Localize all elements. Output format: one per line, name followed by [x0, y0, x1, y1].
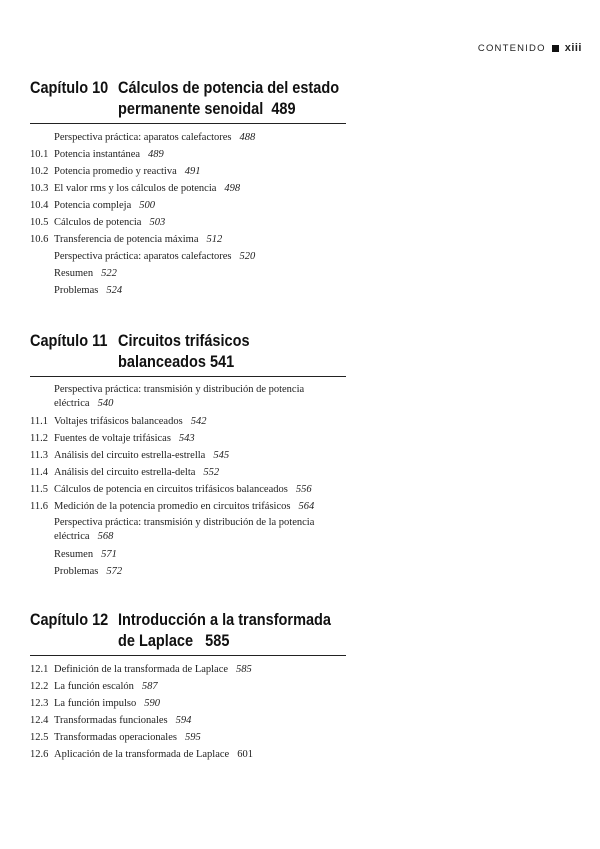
entry-text	[54, 464, 346, 481]
toc-entries	[30, 382, 346, 580]
entry-page: 594	[175, 715, 192, 726]
chapter-12	[30, 610, 346, 763]
entry-text	[54, 661, 346, 678]
toc-subentry	[30, 382, 346, 413]
chapter-heading	[30, 331, 347, 373]
entry-text	[54, 163, 346, 180]
entry-number: 12.5	[30, 732, 49, 743]
chapter-title-line2: permanente senoidal	[118, 100, 264, 118]
entry-number: 11.3	[30, 450, 48, 461]
entry-title: Fuentes de voltaje trifásicas	[54, 433, 171, 444]
entry-page: 543	[178, 433, 195, 444]
entry-number: 11.6	[30, 501, 48, 512]
entry-number: 10.1	[30, 149, 49, 160]
entry-text	[54, 447, 346, 464]
toc-entry	[30, 231, 346, 248]
toc-entry	[30, 746, 346, 763]
toc-entries	[30, 661, 346, 763]
toc-entry	[30, 180, 346, 197]
entry-page: 585	[236, 664, 252, 675]
chapter-label: Capítulo 12	[30, 611, 109, 629]
entry-title: Transformadas operacionales	[54, 732, 177, 743]
toc-entry	[30, 163, 346, 180]
entry-page: 556	[295, 484, 312, 495]
running-head-section: CONTENIDO	[477, 42, 546, 54]
chapter-title-line2: balanceados	[118, 353, 206, 371]
entry-title-continued: eléctrica	[54, 531, 90, 542]
running-head	[478, 42, 582, 54]
entry-title: Cálculos de potencia en circuitos trifásicos balanceados	[54, 484, 288, 495]
chapter-heading	[30, 78, 347, 120]
entry-number: 12.3	[30, 698, 49, 709]
toc-subentry	[30, 563, 346, 580]
entry-page: 540	[97, 398, 114, 409]
entry-page: 595	[184, 732, 201, 743]
entry-text	[54, 214, 346, 231]
entry-title: La función impulso	[54, 698, 137, 709]
toc-subentry	[30, 515, 346, 546]
chapter-title	[118, 331, 347, 373]
entry-page: 503	[149, 217, 166, 228]
entry-title: Transformadas funcionales	[54, 715, 168, 726]
entry-number: 12.2	[30, 681, 49, 692]
chapter-title-line1: Introducción a la transformada	[118, 611, 332, 629]
entry-title: Problemas	[54, 566, 99, 577]
entry-page: 491	[184, 166, 201, 177]
entry-number: 11.2	[30, 433, 48, 444]
entry-page: 552	[203, 467, 220, 478]
entry-number: 11.1	[30, 416, 48, 427]
chapter-10	[30, 78, 346, 299]
entry-page: 572	[106, 566, 123, 577]
toc-subentry	[30, 129, 346, 146]
chapter-rule	[30, 376, 346, 377]
entry-text	[54, 746, 346, 763]
toc-subentry	[30, 265, 346, 282]
entry-page: 520	[239, 251, 256, 262]
chapter-page: 585	[205, 632, 230, 650]
entry-number: 10.5	[30, 217, 49, 228]
chapter-title	[118, 610, 347, 652]
chapter-heading	[30, 610, 347, 652]
toc-entry	[30, 498, 346, 515]
chapter-label: Capítulo 10	[30, 79, 109, 97]
toc-entry	[30, 146, 346, 163]
toc-entry	[30, 712, 346, 729]
entry-title: Voltajes trifásicos balanceados	[54, 416, 183, 427]
entry-title: Perspectiva práctica: aparatos calefactores	[54, 132, 232, 143]
entry-text	[54, 729, 346, 746]
entry-text	[54, 248, 346, 265]
toc-entry	[30, 430, 346, 447]
entry-title: Potencia promedio y reactiva	[54, 166, 177, 177]
chapter-title	[118, 78, 347, 120]
entry-number: 10.2	[30, 166, 49, 177]
entry-title: La función escalón	[54, 681, 134, 692]
square-bullet-icon	[552, 45, 559, 52]
entry-page: 524	[106, 285, 123, 296]
chapter-rule	[30, 123, 346, 124]
entry-title-continued: eléctrica	[54, 398, 90, 409]
entry-text	[54, 382, 346, 413]
entry-title: Definición de la transformada de Laplace	[54, 664, 229, 675]
entry-page: 571	[101, 549, 117, 560]
chapter-page: 541	[210, 353, 235, 371]
entry-title: Aplicación de la transformada de Laplace	[54, 749, 230, 760]
toc-entry	[30, 481, 346, 498]
chapter-11	[30, 331, 346, 580]
toc-subentry	[30, 546, 346, 563]
entry-page: 601	[237, 749, 253, 760]
entry-page: 564	[298, 501, 315, 512]
page-number: xiii	[564, 42, 582, 54]
entry-title: Potencia compleja	[54, 200, 132, 211]
entry-text	[54, 515, 346, 546]
entry-page: 488	[239, 132, 256, 143]
entry-text	[54, 481, 346, 498]
entry-page: 512	[206, 234, 223, 245]
entry-number: 12.6	[30, 749, 49, 760]
entry-title: Perspectiva práctica: transmisión y distribución de la potencia	[54, 517, 315, 528]
toc-entries	[30, 129, 346, 299]
entry-title: Perspectiva práctica: aparatos calefactores	[54, 251, 232, 262]
toc-entry	[30, 695, 346, 712]
entry-page: 522	[101, 268, 117, 279]
entry-title: Transferencia de potencia máxima	[54, 234, 199, 245]
toc-entry	[30, 197, 346, 214]
entry-text	[54, 695, 346, 712]
entry-page: 590	[144, 698, 160, 709]
toc-entry	[30, 729, 346, 746]
toc-subentry	[30, 248, 346, 265]
chapter-label: Capítulo 11	[30, 332, 108, 350]
entry-page: 489	[148, 149, 164, 160]
entry-text	[54, 430, 346, 447]
toc-entry	[30, 413, 346, 430]
chapter-title-line2: de Laplace	[118, 632, 194, 650]
entry-title: Perspectiva práctica: transmisión y distribución de potencia	[54, 384, 305, 395]
entry-text	[54, 678, 346, 695]
entry-text	[54, 712, 346, 729]
entry-title: Cálculos de potencia	[54, 217, 142, 228]
chapter-title-line1: Cálculos de potencia del estado	[118, 79, 340, 97]
toc-entry	[30, 464, 346, 481]
entry-page: 545	[213, 450, 230, 461]
entry-title: Medición de la potencia promedio en circuitos trifásicos	[54, 501, 291, 512]
entry-number: 11.5	[30, 484, 48, 495]
entry-title: Resumen	[54, 549, 94, 560]
chapter-title-line1: Circuitos trifásicos	[118, 332, 250, 350]
entry-number: 10.3	[30, 183, 49, 194]
entry-number: 10.6	[30, 234, 49, 245]
toc-entry	[30, 678, 346, 695]
chapter-page: 489	[271, 100, 296, 118]
entry-title: Potencia instantánea	[54, 149, 141, 160]
entry-text	[54, 282, 346, 299]
entry-title: Resumen	[54, 268, 94, 279]
entry-text	[54, 146, 346, 163]
entry-title: Análisis del circuito estrella-delta	[54, 467, 196, 478]
entry-title: El valor rms y los cálculos de potencia	[54, 183, 217, 194]
entry-text	[54, 231, 346, 248]
entry-text	[54, 265, 346, 282]
chapter-rule	[30, 655, 346, 656]
entry-text	[54, 546, 346, 563]
entry-title: Problemas	[54, 285, 99, 296]
entry-page: 568	[97, 531, 114, 542]
entry-page: 498	[224, 183, 241, 194]
toc-subentry	[30, 282, 346, 299]
entry-text	[54, 129, 346, 146]
toc-entry	[30, 214, 346, 231]
entry-title: Análisis del circuito estrella-estrella	[54, 450, 206, 461]
entry-text	[54, 563, 346, 580]
entry-text	[54, 197, 346, 214]
entry-number: 11.4	[30, 467, 48, 478]
entry-text	[54, 180, 346, 197]
entry-number: 10.4	[30, 200, 49, 211]
entry-text	[54, 413, 346, 430]
entry-page: 587	[141, 681, 158, 692]
toc-entry	[30, 661, 346, 678]
entry-number: 12.4	[30, 715, 49, 726]
entry-text	[54, 498, 346, 515]
toc-entry	[30, 447, 346, 464]
entry-number: 12.1	[30, 664, 49, 675]
entry-page: 542	[190, 416, 207, 427]
entry-page: 500	[139, 200, 156, 211]
